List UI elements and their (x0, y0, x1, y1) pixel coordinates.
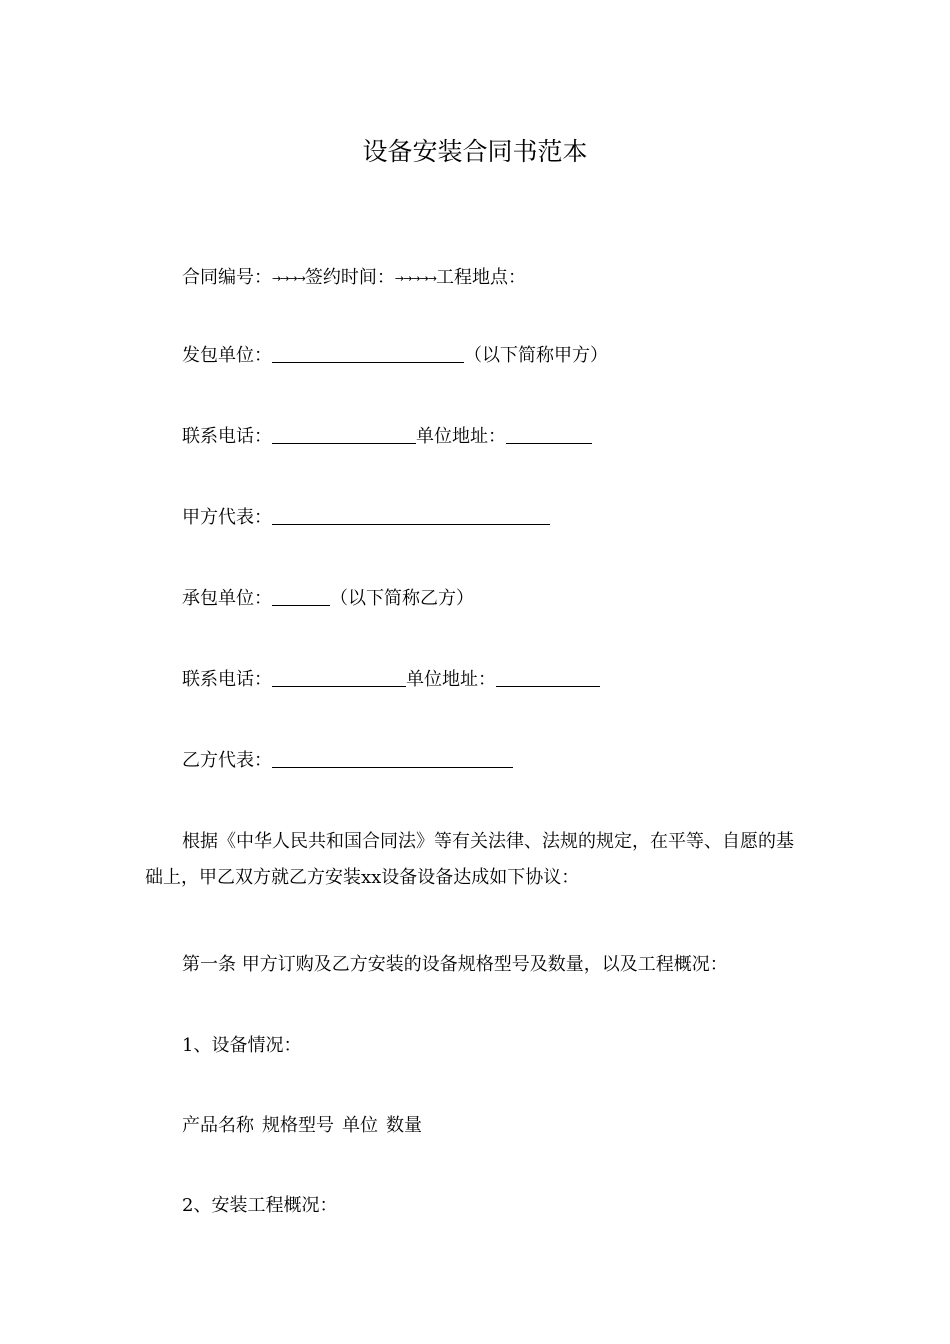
contract-number-tab-marks: →→→→ (272, 272, 305, 285)
party-a-rep-line (182, 505, 550, 531)
party-a-unit-note: （以下简称甲方） (464, 345, 608, 366)
intro-paragraph: 根据《中华人民共和国合同法》等有关法律、法规的规定，在平等、自愿的基础上，甲乙双方就乙方安装xx设备设备达成如下协议： (145, 831, 794, 888)
document-title: 设备安装合同书范本 (362, 137, 588, 166)
header-unit: 单位 (342, 1115, 378, 1136)
header-quantity: 数量 (386, 1115, 422, 1136)
party-a-unit-line (182, 343, 608, 369)
party-b-address-label: 单位地址： (406, 669, 496, 690)
equipment-table-header (182, 1113, 422, 1139)
party-b-unit-note: （以下简称乙方） (330, 588, 474, 609)
party-b-rep-blank (272, 749, 513, 768)
sign-date-label: 签约时间： (304, 267, 395, 288)
party-b-contact-line (182, 667, 600, 693)
party-b-unit-line (182, 586, 474, 612)
party-b-phone-blank (272, 668, 406, 687)
contract-number-label: 合同编号： (182, 267, 272, 288)
party-a-phone-label: 联系电话： (182, 426, 272, 447)
party-b-unit-blank (272, 587, 330, 606)
header-product-name: 产品名称 (182, 1115, 254, 1136)
contract-info-line (182, 265, 526, 292)
party-b-address-blank (496, 668, 600, 687)
party-a-rep-blank (272, 506, 550, 525)
party-b-rep-line (182, 748, 513, 774)
header-spec-model: 规格型号 (262, 1115, 334, 1136)
project-location-label: 工程地点： (435, 267, 526, 288)
item-1-heading: 1、设备情况： (182, 1035, 302, 1056)
party-a-unit-blank (272, 344, 464, 363)
party-a-phone-blank (272, 425, 416, 444)
party-a-rep-label: 甲方代表： (182, 507, 272, 528)
sign-date-tab-marks: →→→→→ (394, 272, 436, 285)
party-b-unit-label: 承包单位： (182, 588, 272, 609)
party-a-contact-line (182, 424, 592, 450)
party-a-address-label: 单位地址： (416, 426, 506, 447)
party-a-unit-label: 发包单位： (182, 345, 272, 366)
party-b-rep-label: 乙方代表： (182, 750, 272, 771)
article-1-heading: 第一条 甲方订购及乙方安装的设备规格型号及数量，以及工程概况： (182, 954, 728, 975)
party-b-phone-label: 联系电话： (182, 669, 272, 690)
item-2-heading: 2、安装工程概况： (182, 1195, 338, 1216)
party-a-address-blank (506, 425, 592, 444)
